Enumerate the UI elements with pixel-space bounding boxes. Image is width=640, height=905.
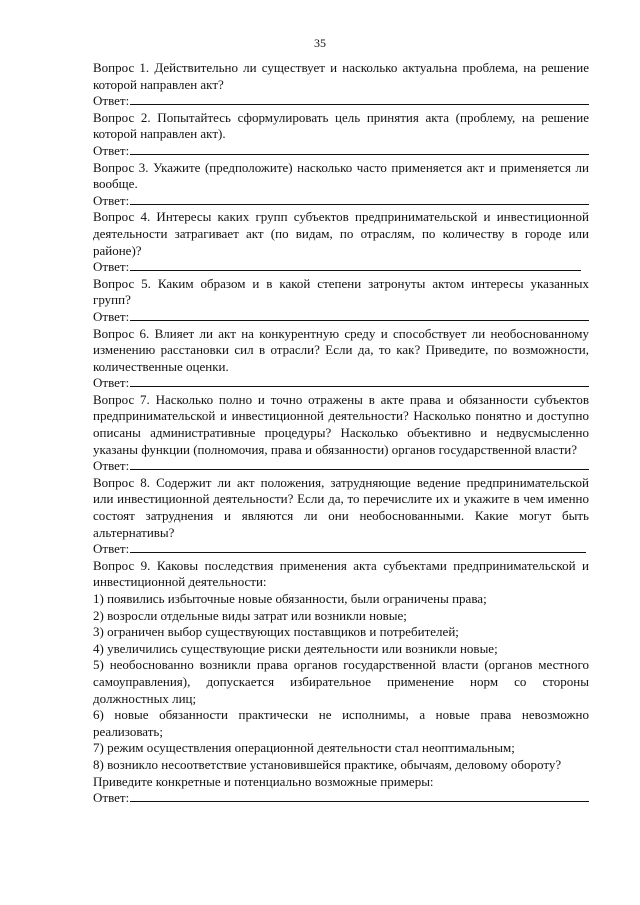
question-8: Вопрос 8. Содержит ли акт положения, затрудняющие ведение предпринимательской или инвестиционной деятельности? Если да, то перечислите их и укажите в чем именно состоят затруднения и являются ли они необоснованными. Какие могут быть альтернативы? — [93, 474, 589, 540]
answer-label: Ответ: — [93, 790, 130, 806]
q9-item-6: 6) новые обязанности практически не исполнимы, а новые права невозможно реализовать; — [93, 707, 589, 739]
q9-examples-prompt: Приведите конкретные и потенциально возможные примеры: — [93, 773, 434, 789]
answer-3[interactable] — [93, 193, 589, 210]
q9-item-4: 4) увеличились существующие риски деятельности или возникли новые; — [93, 640, 498, 656]
answer-line[interactable] — [130, 93, 589, 105]
answer-label: Ответ: — [93, 259, 130, 275]
questionnaire — [93, 60, 589, 807]
q9-item-2: 2) возросли отдельные виды затрат или возникли новые; — [93, 607, 407, 623]
question-5: Вопрос 5. Каким образом и в какой степени затронуты актом интересы указанных групп? — [93, 275, 589, 308]
q9-item-8: 8) возникло несоответствие установившейся практике, обычаям, деловому обороту? — [93, 756, 562, 772]
answer-label: Ответ: — [93, 458, 130, 474]
answer-line[interactable] — [130, 143, 589, 155]
answer-label: Ответ: — [93, 375, 130, 391]
q9-item-7: 7) режим осуществления операционной деятельности стал неоптимальным; — [93, 740, 515, 756]
question-4: Вопрос 4. Интересы каких групп субъектов предпринимательской и инвестиционной деятельности затрагивает акт (по видам, по отраслям, по количеству в городе или районе)? — [93, 209, 589, 258]
answer-label: Ответ: — [93, 192, 130, 208]
answer-2[interactable] — [93, 143, 589, 160]
q9-item-5: 5) необоснованно возникли права органов государственной власти (органов местного самоуправления), допускается избирательное применение норм со стороны должностных лиц; — [93, 657, 589, 706]
answer-line[interactable] — [130, 458, 589, 470]
answer-label: Ответ: — [93, 308, 130, 324]
answer-4[interactable] — [93, 259, 589, 276]
question-1: Вопрос 1. Действительно ли существует и насколько актуальна проблема, на решение которой направлен акт? — [93, 60, 589, 92]
question-9: Вопрос 9. Каковы последствия применения акта субъектами предпринимательской и инвестиционной деятельности: — [93, 557, 589, 590]
question-6: Вопрос 6. Влияет ли акт на конкурентную среду и способствует ли необоснованному изменению расстановки сил в отрасли? Если да, то как? Приведите, по возможности, количественные оценки. — [93, 325, 589, 374]
question-7: Вопрос 7. Насколько полно и точно отражены в акте права и обязанности субъектов предпринимательской и инвестиционной деятельности? Насколько понятно и доступно описаны административные процедуры? Насколько объективно и недвусмысленно указаны функции (полномочия, права и обязанности) органов государственной власти? — [93, 391, 589, 457]
answer-label: Ответ: — [93, 142, 130, 158]
q9-item-3: 3) ограничен выбор существующих поставщиков и потребителей; — [93, 624, 459, 640]
answer-5[interactable] — [93, 309, 589, 326]
question-3: Вопрос 3. Укажите (предположите) насколько часто применяется акт и применяется ли вообще. — [93, 159, 589, 192]
answer-label: Ответ: — [93, 93, 130, 109]
answer-8[interactable] — [93, 541, 589, 558]
answer-line[interactable] — [130, 375, 589, 387]
answer-7[interactable] — [93, 458, 589, 475]
answer-label: Ответ: — [93, 541, 130, 557]
answer-1[interactable] — [93, 93, 589, 110]
answer-9[interactable] — [93, 790, 589, 807]
answer-6[interactable] — [93, 375, 589, 392]
answer-line[interactable] — [130, 790, 589, 802]
answer-line[interactable] — [130, 541, 586, 553]
q9-item-1: 1) появились избыточные новые обязанности, были ограничены права; — [93, 591, 487, 606]
answer-line[interactable] — [130, 259, 581, 271]
page-number: 35 — [314, 36, 326, 50]
answer-line[interactable] — [130, 309, 589, 321]
question-2: Вопрос 2. Попытайтесь сформулировать цель принятия акта (проблему, на решение которой направлен акт). — [93, 109, 589, 142]
answer-line[interactable] — [130, 193, 589, 205]
